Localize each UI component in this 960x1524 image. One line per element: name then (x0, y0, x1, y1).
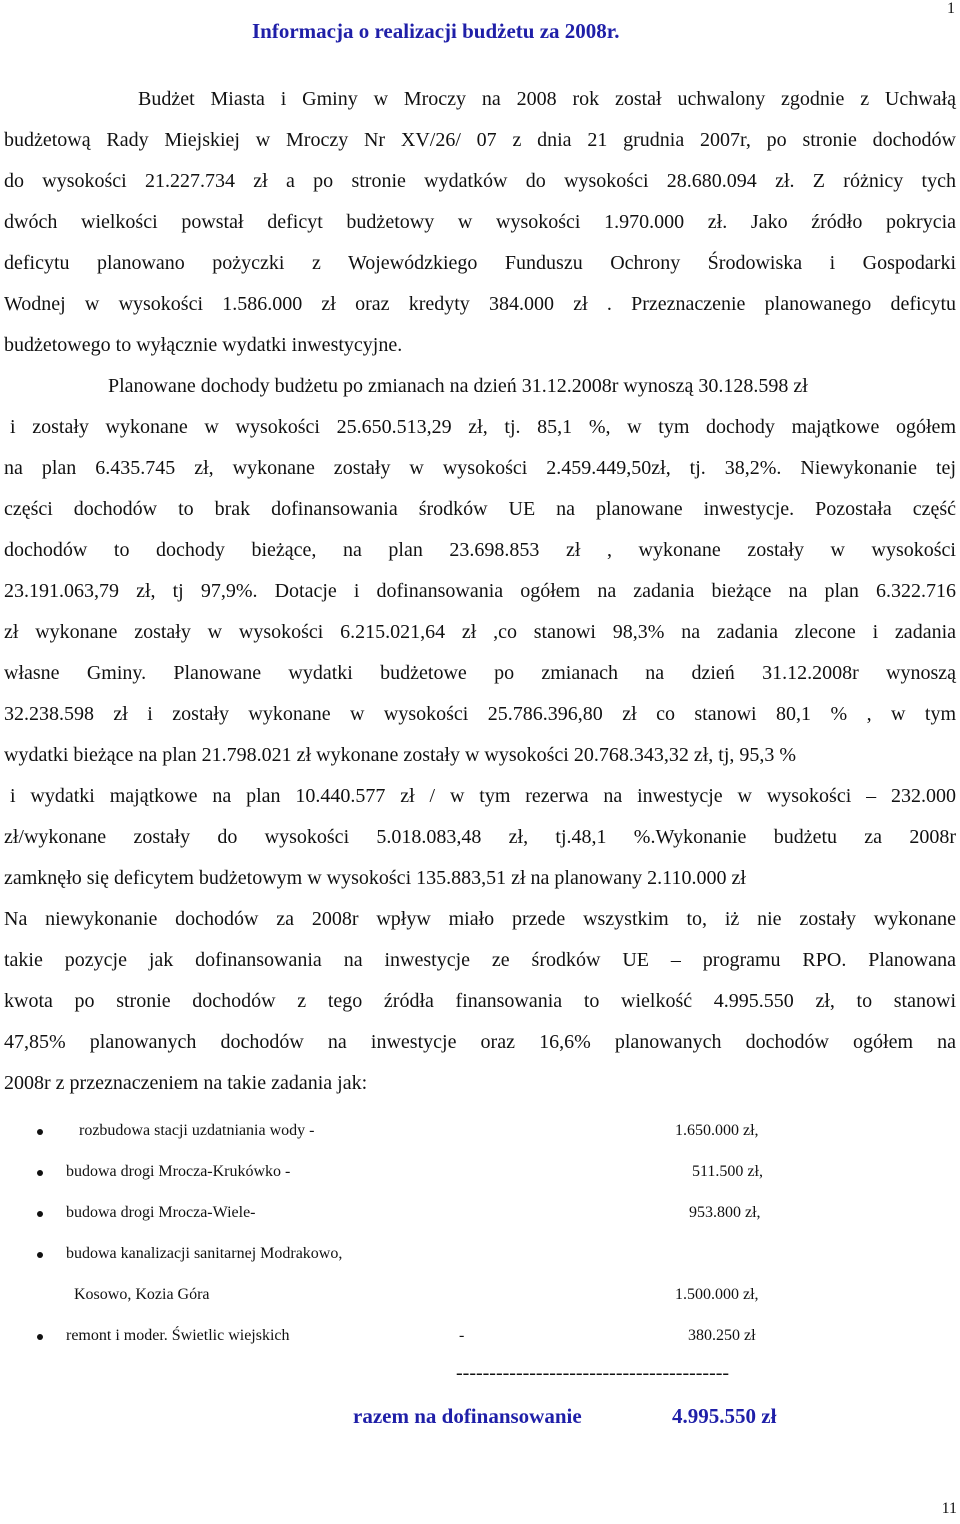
paragraph-line: własne Gminy. Planowane wydatki budżetowe po zmianach na dzień 31.12.2008r wynoszą (4, 662, 956, 684)
task-item-amount: 1.650.000 zł, (675, 1122, 759, 1139)
paragraph-line: zł wykonane zostały w wysokości 6.215.021,64 zł ,co stanowi 98,3% na zadania zlecone i zadania (4, 621, 956, 643)
paragraph-line: takie pozycje jak dofinansowania na inwestycje ze środków UE – programu RPO. Planowana (4, 949, 956, 971)
paragraph-line: wydatki bieżące na plan 21.798.021 zł wykonane zostały w wysokości 20.768.343,32 zł, tj, 95,3 % (4, 744, 797, 766)
bullet-icon (37, 1211, 43, 1217)
total-label: razem na dofinansowanie (353, 1404, 582, 1428)
paragraph-line: budżetowego to wyłącznie wydatki inwestycyjne. (4, 334, 403, 356)
paragraph-line: Wodnej w wysokości 1.586.000 zł oraz kredyty 384.000 zł . Przeznaczenie planowanego deficytu (4, 293, 956, 315)
task-item-amount: 511.500 zł, (692, 1163, 763, 1180)
task-item-label: budowa drogi Mrocza-Krukówko - (66, 1163, 291, 1180)
paragraph-line: do wysokości 21.227.734 zł a po stronie wydatków do wysokości 28.680.094 zł. Z różnicy tych (4, 170, 956, 192)
sum-divider: ----------------------------------------- (456, 1362, 730, 1384)
bullet-icon (37, 1170, 43, 1176)
paragraph-line: i wydatki majątkowe na plan 10.440.577 zł / w tym rezerwa na inwestycje w wysokości – 232.000 (10, 785, 956, 807)
paragraph-line: kwota po stronie dochodów z tego źródła finansowania to wielkość 4.995.550 zł, to stanowi (4, 990, 956, 1012)
task-item-label: rozbudowa stacji uzdatniania wody - (79, 1122, 315, 1139)
bullet-icon (37, 1129, 43, 1135)
budget-report-body (4, 79, 956, 1104)
paragraph-line: zamknęło się deficytem budżetowym w wysokości 135.883,51 zł na planowany 2.110.000 zł (4, 867, 746, 889)
paragraph-line: 47,85% planowanych dochodów na inwestycje oraz 16,6% planowanych dochodów ogółem na (4, 1031, 956, 1053)
task-item-amount: 380.250 zł (688, 1327, 756, 1344)
total-amount: 4.995.550 zł (672, 1404, 777, 1428)
document-title: Informacja o realizacji budżetu za 2008r. (252, 19, 620, 43)
task-item-amount: 1.500.000 zł, (675, 1286, 759, 1303)
paragraph-line: Planowane dochody budżetu po zmianach na dzień 31.12.2008r wynoszą 30.128.598 zł (108, 375, 808, 397)
paragraph-line: Budżet Miasta i Gminy w Mroczy na 2008 rok został uchwalony zgodnie z Uchwałą (138, 88, 956, 110)
paragraph-line: budżetową Rady Miejskiej w Mroczy Nr XV/26/ 07 z dnia 21 grudnia 2007r, po stronie dochodów (4, 129, 956, 151)
paragraph-line: i zostały wykonane w wysokości 25.650.513,29 zł, tj. 85,1 %, w tym dochody majątkowe ogółem (10, 416, 956, 438)
page-number-bottom: 11 (941, 1500, 957, 1517)
paragraph-line: 23.191.063,79 zł, tj 97,9%. Dotacje i dofinansowania ogółem na zadania bieżące na plan 6.322.716 (4, 580, 956, 602)
paragraph-line: Na niewykonanie dochodów za 2008r wpływ miało przede wszystkim to, iż nie zostały wykonane (4, 908, 956, 930)
task-item-label: budowa kanalizacji sanitarnej Modrakowo, (66, 1245, 343, 1262)
paragraph-line: na plan 6.435.745 zł, wykonane zostały w wysokości 2.459.449,50zł, tj. 38,2%. Niewykonanie tej (4, 457, 956, 479)
paragraph-line: deficytu planowano pożyczki z Wojewódzkiego Funduszu Ochrony Środowiska i Gospodarki (4, 252, 956, 274)
bullet-icon (37, 1252, 43, 1258)
paragraph-line: zł/wykonane zostały do wysokości 5.018.083,48 zł, tj.48,1 %.Wykonanie budżetu za 2008r (4, 826, 956, 848)
page-number-top: 1 (947, 0, 955, 17)
task-item-label-continued: Kosowo, Kozia Góra (74, 1286, 210, 1303)
paragraph-line: dochodów to dochody bieżące, na plan 23.698.853 zł , wykonane zostały w wysokości (4, 539, 956, 561)
task-item-amount: 953.800 zł, (689, 1204, 761, 1221)
task-item-dash: - (459, 1327, 465, 1344)
task-item-label: remont i moder. Świetlic wiejskich (66, 1327, 290, 1344)
paragraph-line: dwóch wielkości powstał deficyt budżetowy w wysokości 1.970.000 zł. Jako źródło pokrycia (4, 211, 956, 233)
paragraph-line: 2008r z przeznaczeniem na takie zadania jak: (4, 1072, 368, 1094)
task-item-label: budowa drogi Mrocza-Wiele- (66, 1204, 256, 1221)
bullet-icon (37, 1334, 43, 1340)
paragraph-line: 32.238.598 zł i zostały wykonane w wysokości 25.786.396,80 zł co stanowi 80,1 % , w tym (4, 703, 956, 725)
paragraph-line: części dochodów to brak dofinansowania środków UE na planowane inwestycje. Pozostała część (4, 498, 956, 520)
